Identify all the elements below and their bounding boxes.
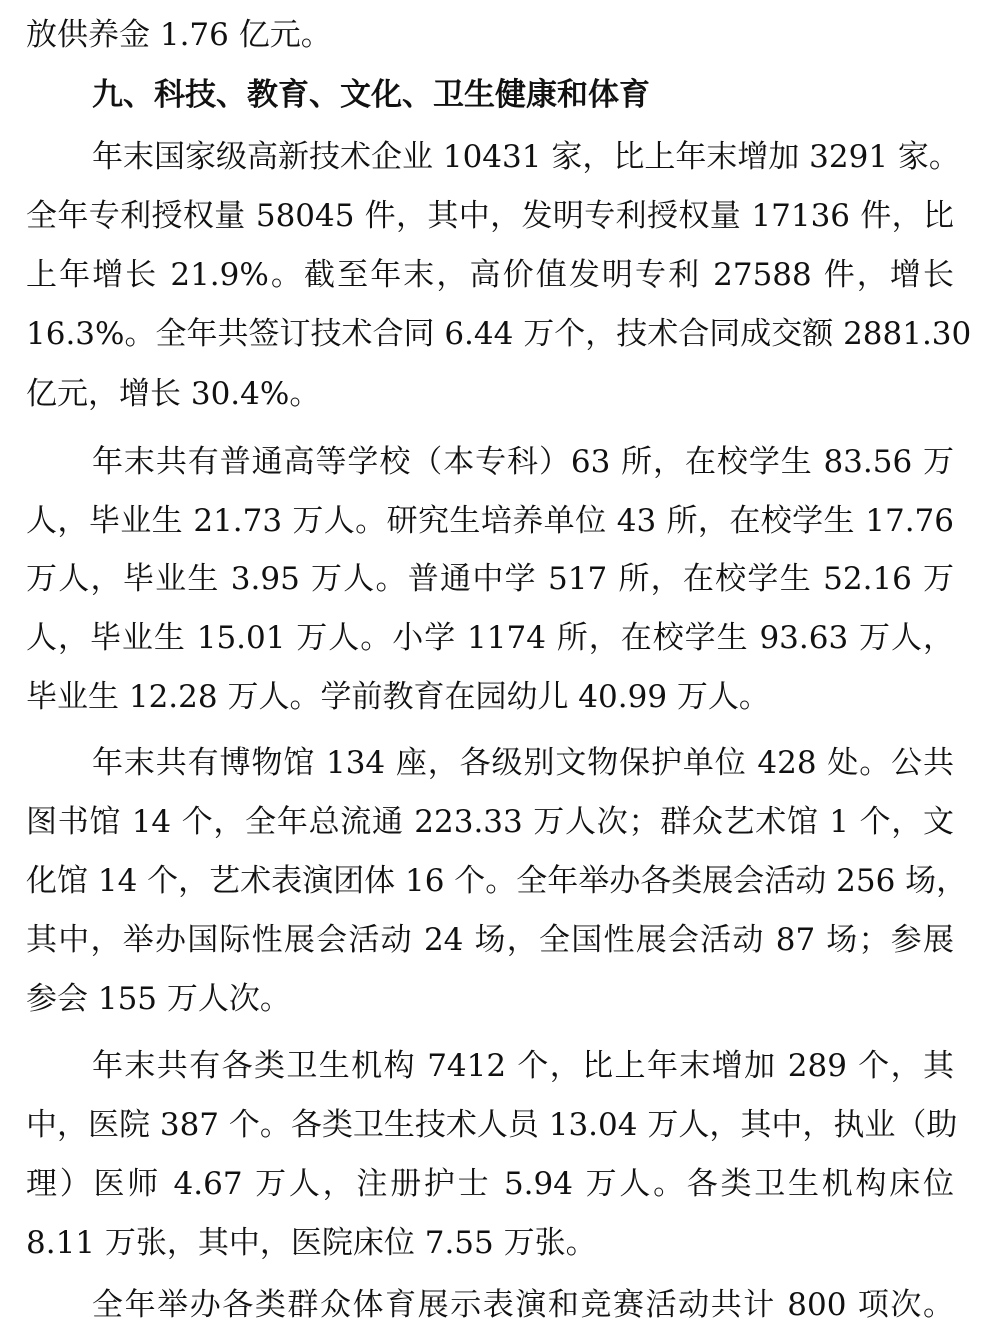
text-line: 亿元，增长 30.4%。: [26, 376, 321, 412]
text-line: 全年专利授权量 58045 件，其中，发明专利授权量 17136 件，比: [26, 198, 954, 234]
text-line: 年末共有各类卫生机构 7412 个，比上年末增加 289 个，其: [92, 1048, 954, 1084]
text-line: 中，医院 387 个。各类卫生技术人员 13.04 万人，其中，执业（助: [26, 1107, 958, 1143]
text-line: 其中，举办国际性展会活动 24 场，全国性展会活动 87 场；参展: [26, 922, 954, 958]
text-line: 放供养金 1.76 亿元。: [26, 17, 332, 53]
text-line: 年末共有博物馆 134 座，各级别文物保护单位 428 处。公共: [92, 745, 954, 781]
text-line: 理）医师 4.67 万人，注册护士 5.94 万人。各类卫生机构床位: [26, 1166, 954, 1202]
text-line: 年末国家级高新技术企业 10431 家，比上年末增加 3291 家。: [92, 139, 960, 175]
text-line: 人，毕业生 15.01 万人。小学 1174 所，在校学生 93.63 万人，: [26, 620, 954, 656]
text-line: 图书馆 14 个，全年总流通 223.33 万人次；群众艺术馆 1 个，文: [26, 804, 954, 840]
text-line: 人，毕业生 21.73 万人。研究生培养单位 43 所，在校学生 17.76: [26, 503, 954, 539]
section-heading: 九、科技、教育、文化、卫生健康和体育: [92, 77, 650, 113]
text-line: 全年举办各类群众体育展示表演和竞赛活动共计 800 项次。: [92, 1287, 954, 1323]
text-line: 万人，毕业生 3.95 万人。普通中学 517 所，在校学生 52.16 万: [26, 561, 954, 597]
text-line: 8.11 万张，其中，医院床位 7.55 万张。: [26, 1225, 597, 1261]
text-line: 16.3%。全年共签订技术合同 6.44 万个，技术合同成交额 2881.30: [26, 316, 972, 352]
text-line: 毕业生 12.28 万人。学前教育在园幼儿 40.99 万人。: [26, 679, 770, 715]
text-line: 年末共有普通高等学校（本专科）63 所，在校学生 83.56 万: [92, 444, 954, 480]
text-line: 上年增长 21.9%。截至年末，高价值发明专利 27588 件，增长: [26, 257, 954, 293]
text-line: 化馆 14 个，艺术表演团体 16 个。全年举办各类展会活动 256 场，: [26, 863, 968, 899]
text-line: 参会 155 万人次。: [26, 981, 291, 1017]
